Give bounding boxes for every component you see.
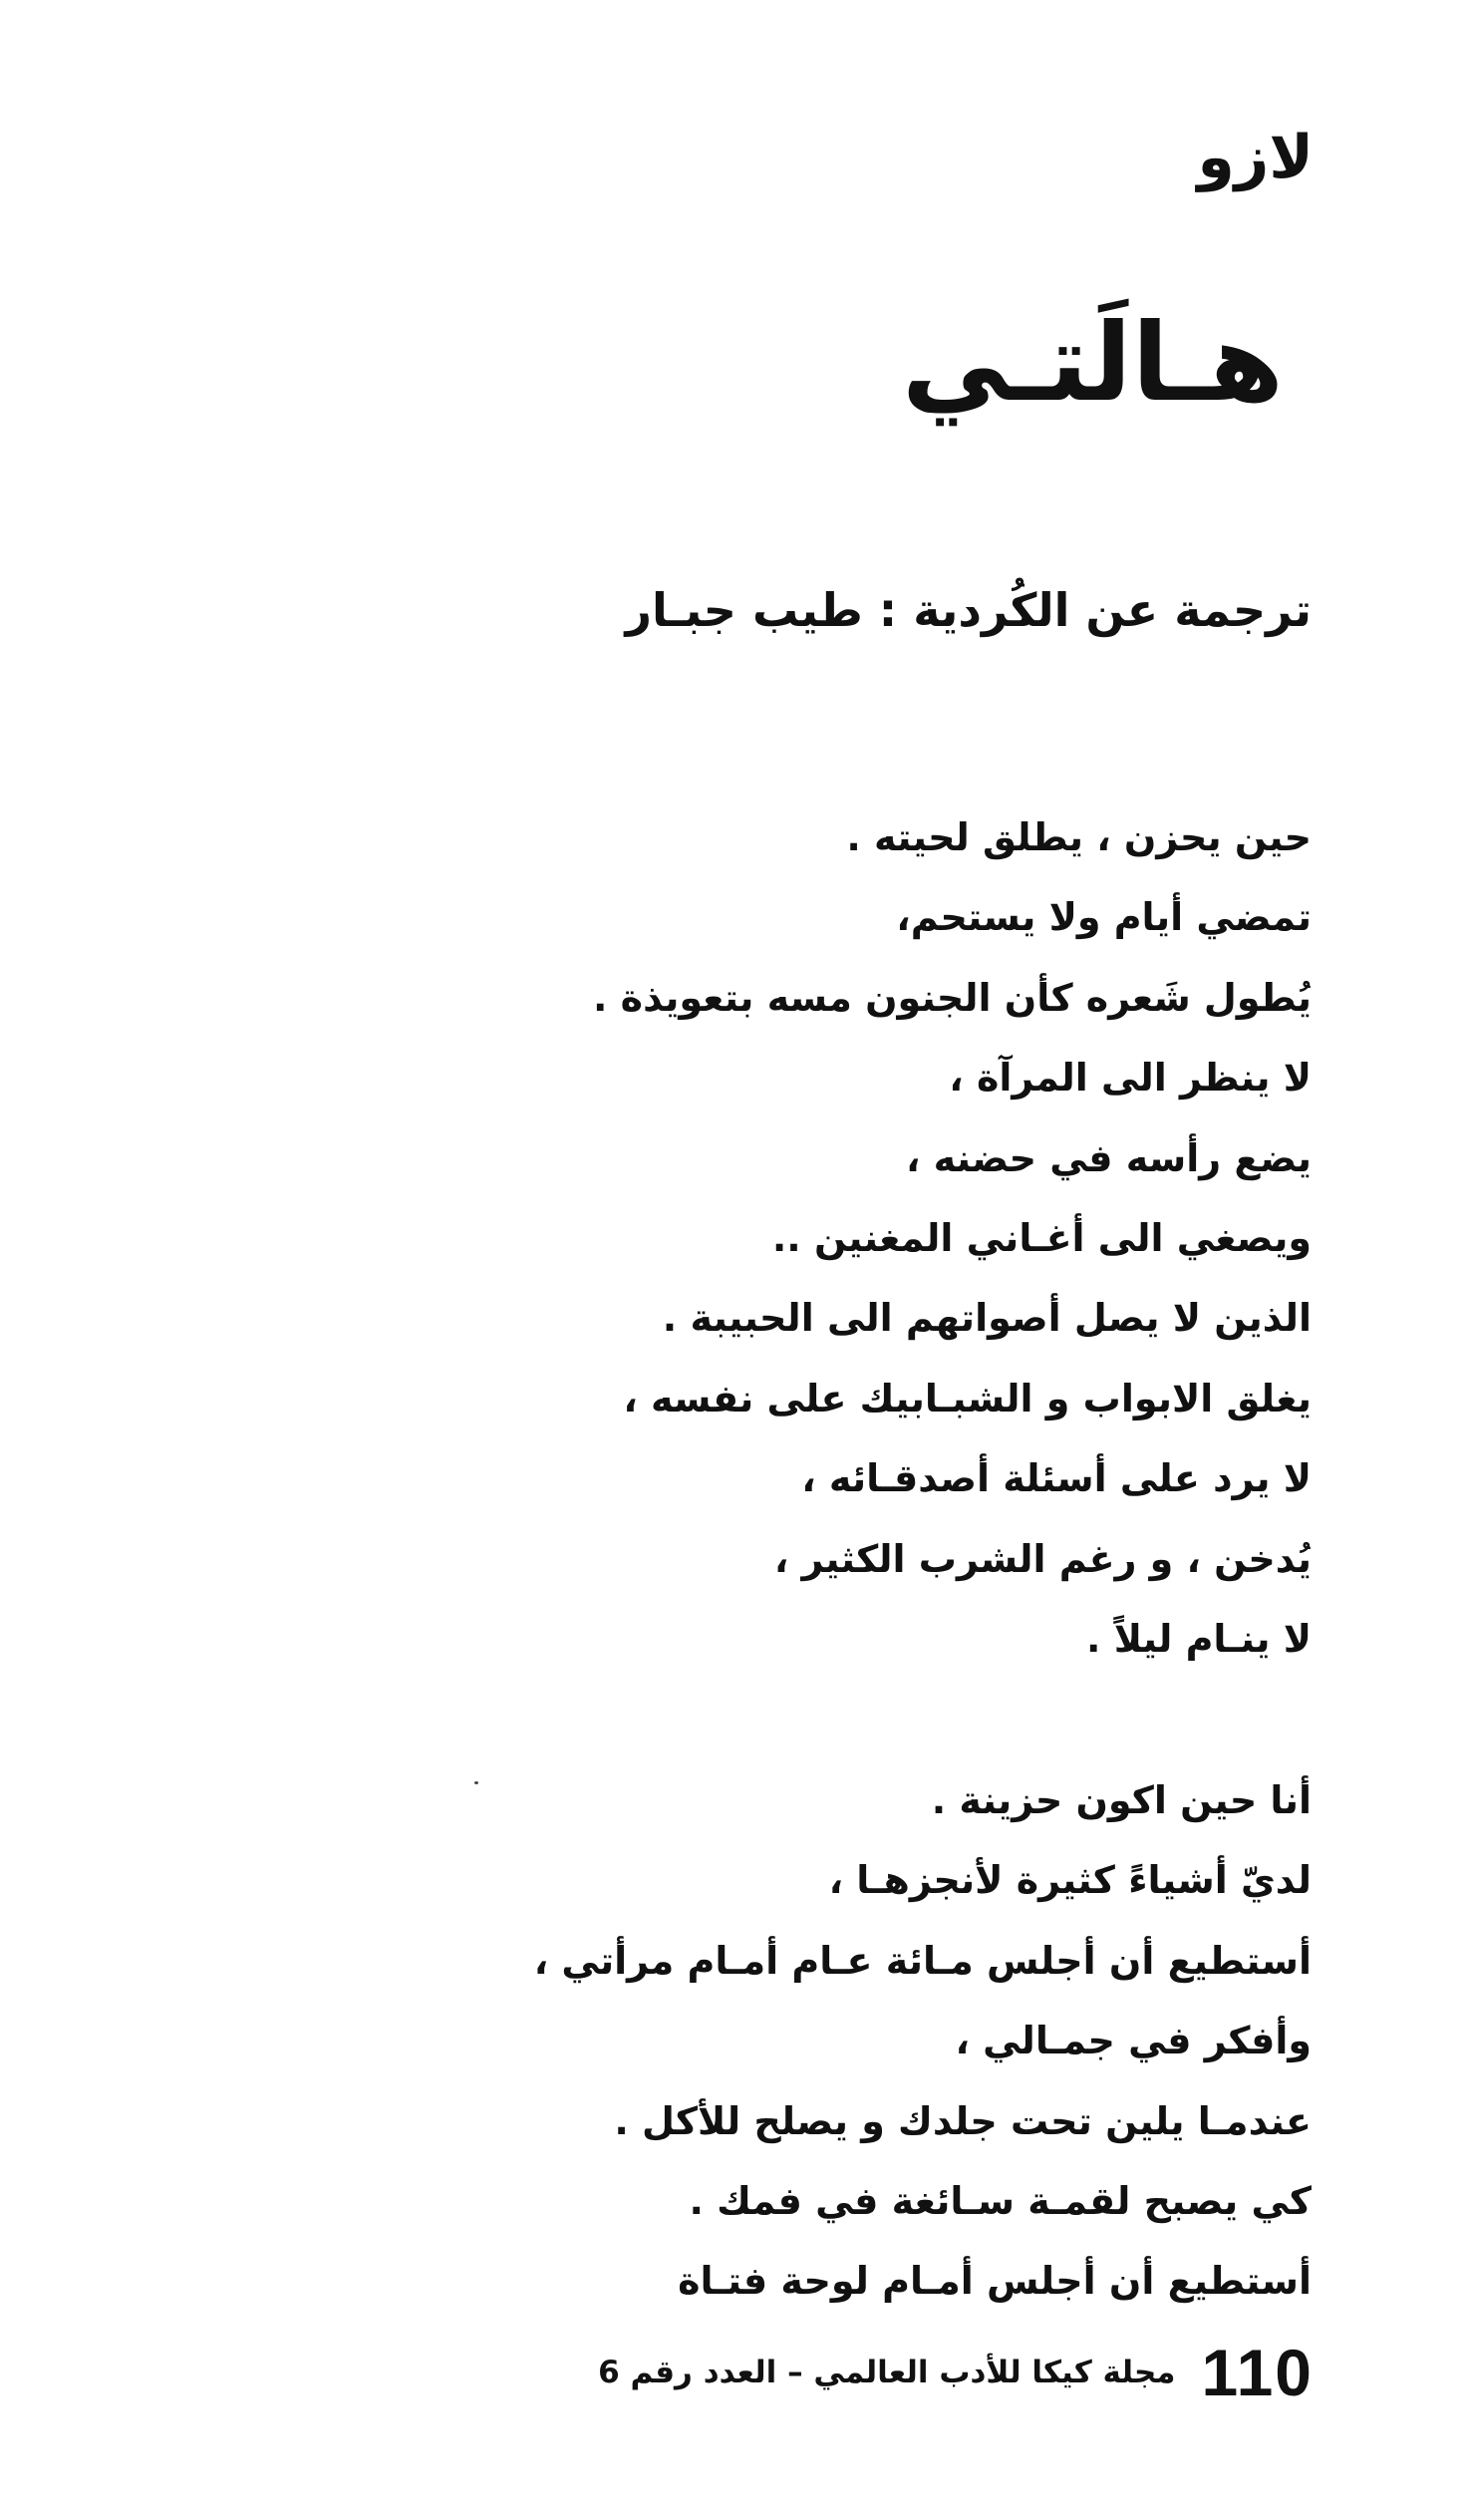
poem-line: عندمـا يلين تحت جلدك و يصلح للأكل . (614, 2098, 1312, 2143)
poem-line: وأفكر في جمـالي ، (955, 2019, 1312, 2063)
poem-line: يُدخن ، و رغم الشرب الكثير ، (773, 1536, 1312, 1581)
poem-line: كي يصبح لقمـة سـائغة في فمك . (689, 2178, 1312, 2223)
scan-speck (474, 1781, 478, 1784)
author-name: لازو (1197, 123, 1314, 192)
poem-line: ويصغي الى أغـاني المغنين .. (771, 1215, 1312, 1260)
poem-line: تمضي أيام ولا يستحم، (896, 895, 1312, 940)
poem-line: لا ينـام ليلاً . (1086, 1616, 1312, 1661)
translator-credit: ترجمة عن الكُردية : طيب جبـار (625, 583, 1312, 637)
poem-line: يغلق الابواب و الشبـابيك على نفسه ، (623, 1376, 1312, 1420)
poem-line: الذين لا يصل أصواتهم الى الحبيبة . (662, 1296, 1312, 1341)
poem-line: أستطيع أن أجلس مـائة عـام أمـام مرأتي ، (533, 1938, 1312, 1983)
stanza-2 (534, 1760, 1312, 2322)
poem-line: يُطول شَعره كأن الجنون مسه بتعويذة . (593, 975, 1312, 1020)
poem-line: يضع رأسه في حضنه ، (905, 1135, 1312, 1180)
poem-title: هـالَتـي (901, 301, 1284, 426)
poem-line: لا يرد على أسئلة أصدقـائه ، (801, 1456, 1312, 1501)
page-number: 110 (1201, 2336, 1314, 2409)
poem-line: أنا حين اكون حزينة . (931, 1778, 1312, 1822)
journal-name: مجلة كيكا للأدب العالمي – العدد رقم 6 (598, 2355, 1176, 2390)
poem-line: لا ينظر الى المرآة ، (949, 1056, 1312, 1101)
poem-line: حين يحزن ، يطلق لحيته . (846, 815, 1312, 859)
stanza-1 (593, 797, 1312, 1679)
page-footer (598, 2323, 1314, 2422)
poem-line: لديّ أشياءً كثيرة لأنجزهـا ، (828, 1858, 1312, 1903)
poem-line: أستطيع أن أجلس أمـام لوحة فتـاة (678, 2259, 1312, 2304)
